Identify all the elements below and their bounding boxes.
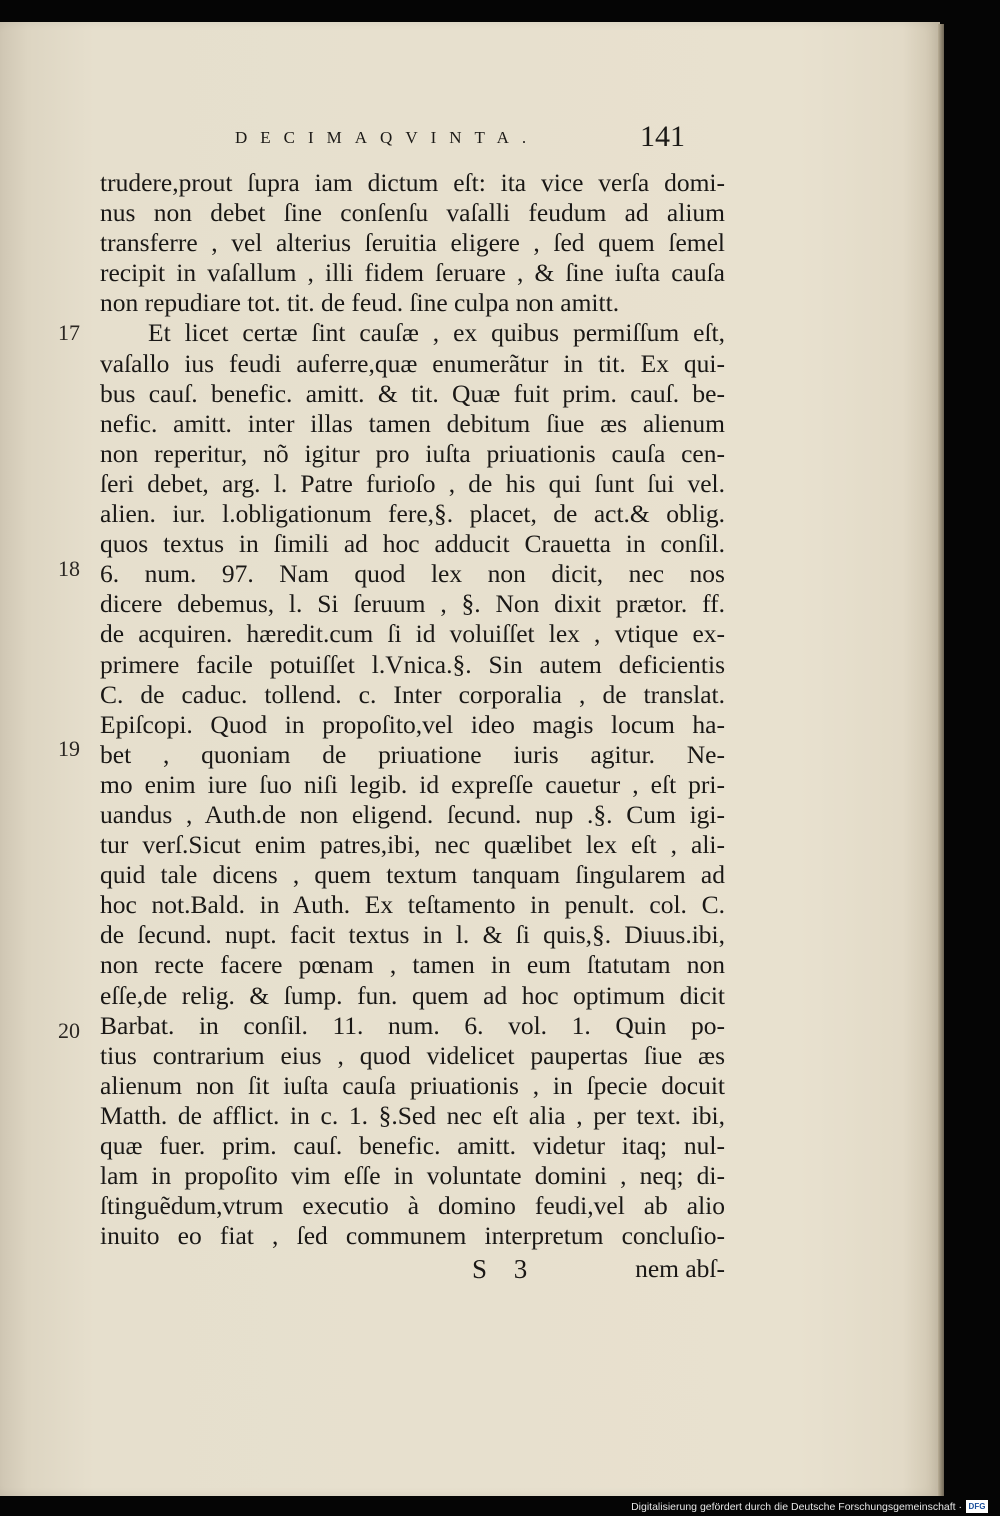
text-line: de acquiren. hæredit.cum ſi id voluiſſet lex , vtique ex-	[100, 619, 725, 649]
text-line: nefic. amitt. inter illas tamen debitum ſiue æs alienum	[100, 408, 725, 438]
body-text	[100, 168, 725, 1251]
text-line: ſeri debet, arg. l. Patre furioſo , de his qui ſunt ſui vel.	[100, 468, 725, 498]
text-line: quæ fuer. prim. cauſ. benefic. amitt. videtur itaq; nul-	[100, 1131, 725, 1160]
text-line: Matth. de afflict. in c. 1. §.Sed nec eſt alia , per text. ibi,	[100, 1100, 725, 1130]
text-line: primere facile potuiſſet l.Vnica.§. Sin autem deficientis	[100, 649, 725, 679]
text-line: bus cauſ. benefic. amitt. & tit. Quæ fuit prim. cauſ. be-	[100, 378, 725, 408]
text-line: recipit in vaſallum , illi fidem ſeruare , & ſine iuſta cauſa	[100, 258, 725, 288]
text-line: non reperitur, nõ igitur pro iuſta priuationis cauſa cen-	[100, 438, 725, 468]
signature-line	[100, 1254, 725, 1286]
text-line: alienum non ſit iuſta cauſa priuationis , in ſpecie docuit	[100, 1070, 725, 1100]
page-header	[100, 120, 725, 160]
margin-number-18: 18	[58, 556, 80, 581]
text-line: 6. num. 97. Nam quod lex non dicit, nec nos	[100, 559, 725, 589]
catchword: nem abſ-	[635, 1254, 725, 1283]
text-line: tius contrarium eius , quod videlicet paupertas ſiue æs	[100, 1040, 725, 1070]
dfg-logo-icon: DFG	[966, 1500, 988, 1513]
text-line: bet , quoniam de priuatione iuris agitur. Ne-	[100, 739, 725, 769]
text-line: tur verſ.Sicut enim patres,ibi, nec quælibet lex eſt , ali-	[100, 830, 725, 860]
text-line: lam in propoſito vim eſſe in voluntate domini , neq; di-	[100, 1161, 725, 1191]
text-line: Barbat. in conſil. 11. num. 6. vol. 1. Quin po-	[100, 1010, 725, 1040]
text-line: de ſecund. nupt. facit textus in l. & ſi quis,§. Diuus.ibi,	[100, 920, 725, 950]
digitization-credit: Digitalisierung gefördert durch die Deutsche Forschungsgemeinschaft ·	[631, 1501, 962, 1513]
text-line: Epiſcopi. Quod in propoſito,vel ideo magis locum ha-	[100, 709, 725, 739]
signature-mark: S 3	[472, 1254, 538, 1284]
text-line: hoc not.Bald. in Auth. Ex teſtamento in penult. col. C.	[100, 890, 725, 920]
text-line: dicere debemus, l. Si ſeruum , §. Non dixit prætor. ff.	[100, 589, 725, 619]
text-line: quos textus in ſimili ad hoc adducit Crauetta in conſil.	[100, 529, 725, 559]
text-line: non recte facere pœnam , tamen in eum ſtatutam non	[100, 950, 725, 980]
margin-number-20: 20	[58, 1018, 80, 1043]
text-line: ſtinguẽdum,vtrum executio à domino feudi,vel ab alio	[100, 1191, 725, 1221]
text-line: quid tale dicens , quem textum tanquam ſingularem ad	[100, 860, 725, 890]
text-line: alien. iur. l.obligationum fere,§. placet, de act.& oblig.	[100, 499, 725, 529]
text-line: C. de caduc. tollend. c. Inter corporalia , de translat.	[100, 679, 725, 709]
running-head: DECIMAQVINTA.	[235, 128, 540, 147]
text-line: non repudiare tot. tit. de feud. ſine culpa non amitt.	[100, 288, 620, 318]
text-line: transferre , vel alterius ſeruitia eligere , ſed quem ſemel	[100, 228, 725, 258]
page-edge	[938, 24, 944, 1496]
text-line: nus non debet ſine conſenſu vaſalli feudum ad alium	[100, 198, 725, 228]
text-line: inuito eo fiat , ſed communem interpretum concluſio-	[100, 1221, 725, 1251]
text-line: trudere,prout ſupra iam dictum eſt: ita vice verſa domi-	[100, 168, 725, 197]
text-line: Et licet certæ ſint cauſæ , ex quibus permiſſum eſt,	[148, 318, 725, 348]
text-line: eſſe,de relig. & ſump. fun. quem ad hoc optimum dicit	[100, 980, 725, 1010]
margin-number-19: 19	[58, 736, 80, 761]
text-line: uandus , Auth.de non eligend. ſecund. nup .§. Cum igi-	[100, 799, 725, 829]
text-line: mo enim iure ſuo niſi legib. id expreſſe cauetur , eſt pri-	[100, 769, 725, 799]
margin-number-17: 17	[58, 320, 80, 345]
page-number: 141	[640, 120, 685, 153]
text-line: vaſallo ius feudi auferre,quæ enumerãtur in tit. Ex qui-	[100, 348, 725, 378]
